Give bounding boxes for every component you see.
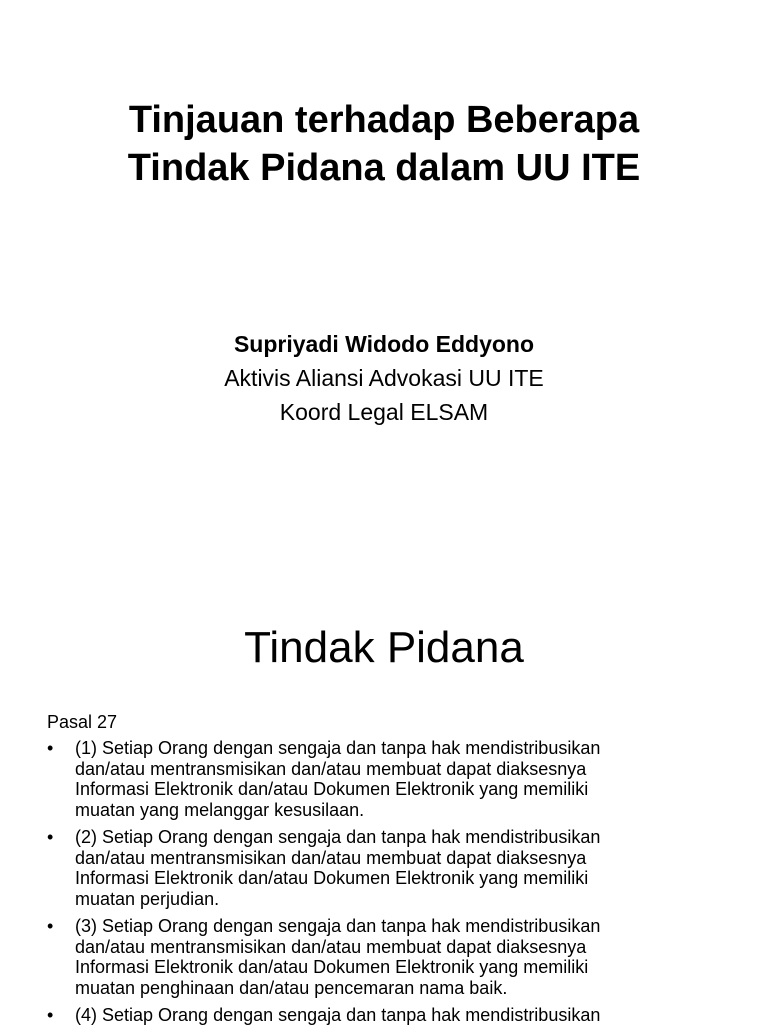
point-text-line: dan/atau mentransmisikan dan/atau membuat dapat diaksesnya <box>75 758 587 779</box>
author-name: Supriyadi Widodo Eddyono <box>233 331 535 357</box>
author-block <box>40 327 728 429</box>
pasal-point <box>47 1005 737 1026</box>
presentation-title <box>40 96 728 192</box>
point-text-line: dan/atau mentransmisikan dan/atau membuat dapat diaksesnya <box>75 847 587 868</box>
point-text-line: muatan penghinaan dan/atau pencemaran nama baik. <box>75 977 508 998</box>
pasal-point <box>47 916 737 998</box>
bullet-marker: • <box>47 827 54 847</box>
point-text-line: Informasi Elektronik dan/atau Dokumen Elektronik yang memiliki <box>75 779 589 799</box>
bullet-marker: • <box>47 738 54 758</box>
point-text-line: dan/atau mentransmisikan dan/atau membuat dapat diaksesnya <box>75 936 587 957</box>
section-title: Tindak Pidana <box>244 623 524 672</box>
author-affiliation: Aktivis Aliansi Advokasi UU ITE <box>224 365 544 391</box>
content-slide <box>0 590 768 1024</box>
point-text-line: (3) Setiap Orang dengan sengaja dan tanpa hak mendistribusikan <box>75 916 601 936</box>
pasal-point <box>47 827 737 909</box>
bullet-marker: • <box>47 916 54 936</box>
point-text-line: Informasi Elektronik dan/atau Dokumen Elektronik yang memiliki <box>75 957 589 977</box>
point-text-line: (1) Setiap Orang dengan sengaja dan tanpa hak mendistribusikan <box>75 738 601 758</box>
title-line: Tinjauan terhadap Beberapa <box>128 99 640 141</box>
point-text-line: muatan yang melanggar kesusilaan. <box>75 799 365 820</box>
title-line: Tindak Pidana dalam UU ITE <box>127 147 641 189</box>
pasal-points-list <box>47 738 737 1033</box>
pasal-point <box>47 738 737 820</box>
point-text-line: (4) Setiap Orang dengan sengaja dan tanpa hak mendistribusikan <box>75 1005 601 1025</box>
pasal-label: Pasal 27 <box>47 712 118 732</box>
point-text-line: muatan perjudian. <box>75 888 220 909</box>
author-affiliation: Koord Legal ELSAM <box>279 399 489 425</box>
point-text-line: (2) Setiap Orang dengan sengaja dan tanpa hak mendistribusikan <box>75 827 601 847</box>
point-text-line: Informasi Elektronik dan/atau Dokumen Elektronik yang memiliki <box>75 868 589 888</box>
bullet-marker: • <box>47 1005 54 1025</box>
